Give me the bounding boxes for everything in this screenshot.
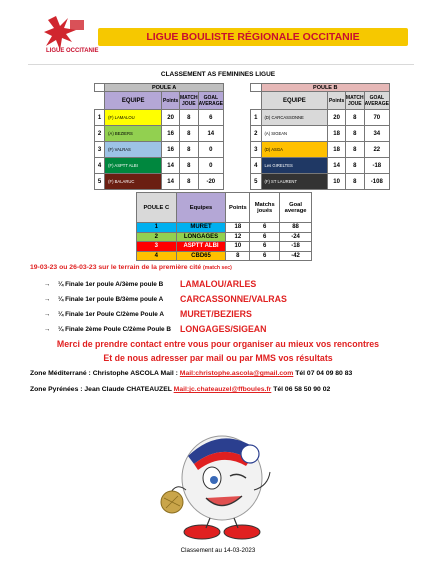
pool-b-points-cell: 18 <box>328 142 346 158</box>
quarter-final-label <box>44 311 164 318</box>
pool-a-goal-cell: 14 <box>198 126 223 142</box>
pool-a-row <box>95 158 224 174</box>
contact-pyrenees-email-link[interactable]: Mail:jc.chateauzel@ffboules.fr <box>173 386 272 393</box>
schedule-line <box>30 264 232 271</box>
pool-a-played-cell: 8 <box>179 142 198 158</box>
pool-b-points-cell: 18 <box>328 126 346 142</box>
pool-c-table <box>136 192 312 261</box>
schedule-dates: 19-03-23 ou 26-03-23 sur le terrain de la première cité <box>30 264 202 271</box>
pool-a-rank-cell: 5 <box>95 174 105 190</box>
quarter-final-teams: CARCASSONNE/VALRAS <box>180 294 287 304</box>
pool-c-team-header: Equipes <box>176 193 226 223</box>
pool-a-table <box>94 83 224 190</box>
pool-b-rank-cell: 3 <box>251 142 262 158</box>
pool-b-row <box>251 142 390 158</box>
pool-c-row <box>137 223 312 233</box>
pool-c-points-cell: 18 <box>226 223 250 233</box>
pool-c-points-cell: 10 <box>226 242 250 252</box>
pool-a-team-header: EQUIPE <box>105 92 162 110</box>
pool-b-team-cell: (A) SIGEAN <box>261 126 328 142</box>
pool-b-row <box>251 110 390 126</box>
pool-a-team-cell: (F) ASPTT ALBI <box>105 158 162 174</box>
contact-mediterranee-phone: Tél 07 04 09 80 83 <box>293 370 353 377</box>
quarter-final-teams: LAMALOU/ARLES <box>180 279 257 289</box>
arrow-right-icon: → <box>44 281 51 288</box>
pool-a-goal-header: GOAL AVERAGE <box>198 92 223 110</box>
pool-b-points-header: Points <box>328 92 346 110</box>
quarter-final-label <box>44 281 163 288</box>
pool-c-goal-cell: -24 <box>280 232 312 242</box>
pool-a-played-header: MATCH JOUE <box>179 92 198 110</box>
pool-c-played-cell: 6 <box>250 251 280 261</box>
page-title: CLASSEMENT AS FEMININES LIGUE <box>160 71 276 78</box>
pool-c-rank-cell: 1 <box>137 223 177 233</box>
quarter-final-label-text: ¼ Finale 1er poule B/3ème poule A <box>58 296 164 303</box>
quarter-final-label-text: ¼ Finale 1er Poule C/2ème Poule A <box>58 311 164 318</box>
pool-b-rank-cell: 1 <box>251 110 262 126</box>
pool-c-rank-cell: 3 <box>137 242 177 252</box>
pool-a-goal-cell: -20 <box>198 174 223 190</box>
pool-a-points-cell: 14 <box>162 158 180 174</box>
pool-b-team-cell: (F) ST LAURENT <box>261 174 328 190</box>
pool-c-points-header: Points <box>226 193 250 223</box>
contact-mediterranee-email-link[interactable]: Mail:christophe.ascola@gmail.com <box>179 370 294 377</box>
pool-c-goal-cell: 88 <box>280 223 312 233</box>
pool-b-row <box>251 174 390 190</box>
pool-b-played-header: MATCH JOUE <box>345 92 364 110</box>
quarter-final-label-text: ¼ Finale 1er poule A/3ème poule B <box>58 281 164 288</box>
pool-b-goal-cell: -18 <box>364 158 389 174</box>
pool-c-goal-cell: -42 <box>280 251 312 261</box>
pool-c-row <box>137 232 312 242</box>
pool-a-played-cell: 8 <box>179 174 198 190</box>
pool-b-played-cell: 8 <box>345 174 364 190</box>
pool-b-goal-cell: 34 <box>364 126 389 142</box>
arrow-right-icon: → <box>44 326 51 333</box>
quarter-final-teams: LONGAGES/SIGEAN <box>180 324 267 334</box>
pool-a-row <box>95 110 224 126</box>
contact-pyrenees-prefix: Zone Pyrénées : Jean Claude CHATEAUZEL <box>30 386 174 393</box>
pool-c-played-header: Matchs joués <box>250 193 280 223</box>
pool-b-team-cell: (D) CARCASSONNE <box>261 110 328 126</box>
pool-b-team-cell: Les GIRELTES <box>261 158 328 174</box>
contact-pyrenees <box>30 386 330 393</box>
pool-a-goal-cell: 6 <box>198 110 223 126</box>
ranking-date-footer: Classement au 14-03-2023 <box>180 547 256 554</box>
pool-b-row <box>251 158 390 174</box>
pool-b-goal-cell: 70 <box>364 110 389 126</box>
pool-b-played-cell: 8 <box>345 126 364 142</box>
page-header-title: LIGUE BOULISTE RÉGIONALE OCCITANIE <box>146 31 360 43</box>
ligue-logo-icon <box>34 14 92 62</box>
pool-c-goal-cell: -18 <box>280 242 312 252</box>
pool-c-caption: POULE C <box>137 193 177 223</box>
pool-a-rank-cell: 2 <box>95 126 105 142</box>
pool-c-rank-cell: 2 <box>137 232 177 242</box>
pool-a-points-cell: 20 <box>162 110 180 126</box>
pool-a-team-cell: (F) LAMALOU <box>105 110 162 126</box>
pool-c-points-cell: 8 <box>226 251 250 261</box>
pool-c-team-cell: CBD65 <box>176 251 226 261</box>
contact-message-line1: Merci de prendre contact entre vous pour organiser au mieux vos rencontres <box>56 339 380 349</box>
pool-c-row <box>137 251 312 261</box>
quarter-final-label-text: ¼ Finale 2ème Poule C/2ème Poule B <box>58 326 171 333</box>
pool-a-team-cell: (A) BEZIERS <box>105 126 162 142</box>
quarter-final-label <box>44 326 171 333</box>
pool-a-rank-cell: 4 <box>95 158 105 174</box>
pool-c-goal-header: Goal average <box>280 193 312 223</box>
quarter-final-label <box>44 296 163 303</box>
pool-c-team-cell: MURET <box>176 223 226 233</box>
pool-a-goal-cell: 0 <box>198 158 223 174</box>
header-divider <box>28 64 414 65</box>
pool-c-points-cell: 12 <box>226 232 250 242</box>
contact-message-line2: Et de nous adresser par mail ou par MMS vos résultats <box>103 353 333 363</box>
pool-b-team-cell: (D) ASGA <box>261 142 328 158</box>
pool-b-played-cell: 8 <box>345 158 364 174</box>
pool-a-played-cell: 8 <box>179 126 198 142</box>
pool-b-played-cell: 8 <box>345 142 364 158</box>
pool-c-team-cell: LONGAGES <box>176 232 226 242</box>
pool-a-played-cell: 8 <box>179 110 198 126</box>
pool-a-points-cell: 16 <box>162 126 180 142</box>
pool-a-goal-cell: 0 <box>198 142 223 158</box>
contact-mediterranee-prefix: Zone Méditerrané : Christophe ASCOLA Mail : <box>30 370 180 377</box>
pool-b-goal-header: GOAL AVERAGE <box>364 92 389 110</box>
pool-b-team-header: EQUIPE <box>261 92 328 110</box>
pool-b-caption: POULE B <box>261 84 389 92</box>
pool-a-rank-cell: 3 <box>95 142 105 158</box>
pool-b-points-cell: 20 <box>328 110 346 126</box>
pool-c-played-cell: 6 <box>250 232 280 242</box>
pool-c-played-cell: 6 <box>250 223 280 233</box>
pool-a-caption: POULE A <box>105 84 224 92</box>
pool-b-goal-cell: 22 <box>364 142 389 158</box>
pool-b-table <box>250 83 390 190</box>
pool-a-row <box>95 142 224 158</box>
arrow-right-icon: → <box>44 311 51 318</box>
pool-a-row <box>95 126 224 142</box>
pool-c-rank-cell: 4 <box>137 251 177 261</box>
pool-a-played-cell: 8 <box>179 158 198 174</box>
pool-a-team-cell: (F) BALARUC <box>105 174 162 190</box>
pool-b-points-cell: 10 <box>328 174 346 190</box>
pool-c-row <box>137 242 312 252</box>
pool-b-points-cell: 14 <box>328 158 346 174</box>
pool-b-goal-cell: -108 <box>364 174 389 190</box>
pool-b-played-cell: 8 <box>345 110 364 126</box>
pool-b-rank-cell: 2 <box>251 126 262 142</box>
pool-a-team-cell: (F) VALRAS <box>105 142 162 158</box>
quarter-final-teams: MURET/BEZIERS <box>180 309 252 319</box>
pool-b-row <box>251 126 390 142</box>
pool-a-points-cell: 16 <box>162 142 180 158</box>
pool-c-team-cell: ASPTT ALBI <box>176 242 226 252</box>
pool-b-rank-cell: 4 <box>251 158 262 174</box>
pool-a-rank-cell: 1 <box>95 110 105 126</box>
boule-mascot-icon <box>150 420 290 548</box>
schedule-note: (match sec) <box>203 265 232 271</box>
pool-c-played-cell: 6 <box>250 242 280 252</box>
contact-pyrenees-phone: Tél 06 58 50 90 02 <box>271 386 331 393</box>
pool-a-points-cell: 14 <box>162 174 180 190</box>
pool-a-row <box>95 174 224 190</box>
pool-a-points-header: Points <box>162 92 180 110</box>
logo-text: LIGUE OCCITANIE <box>46 48 99 54</box>
contact-mediterranee <box>30 370 352 377</box>
pool-b-rank-cell: 5 <box>251 174 262 190</box>
arrow-right-icon: → <box>44 296 51 303</box>
